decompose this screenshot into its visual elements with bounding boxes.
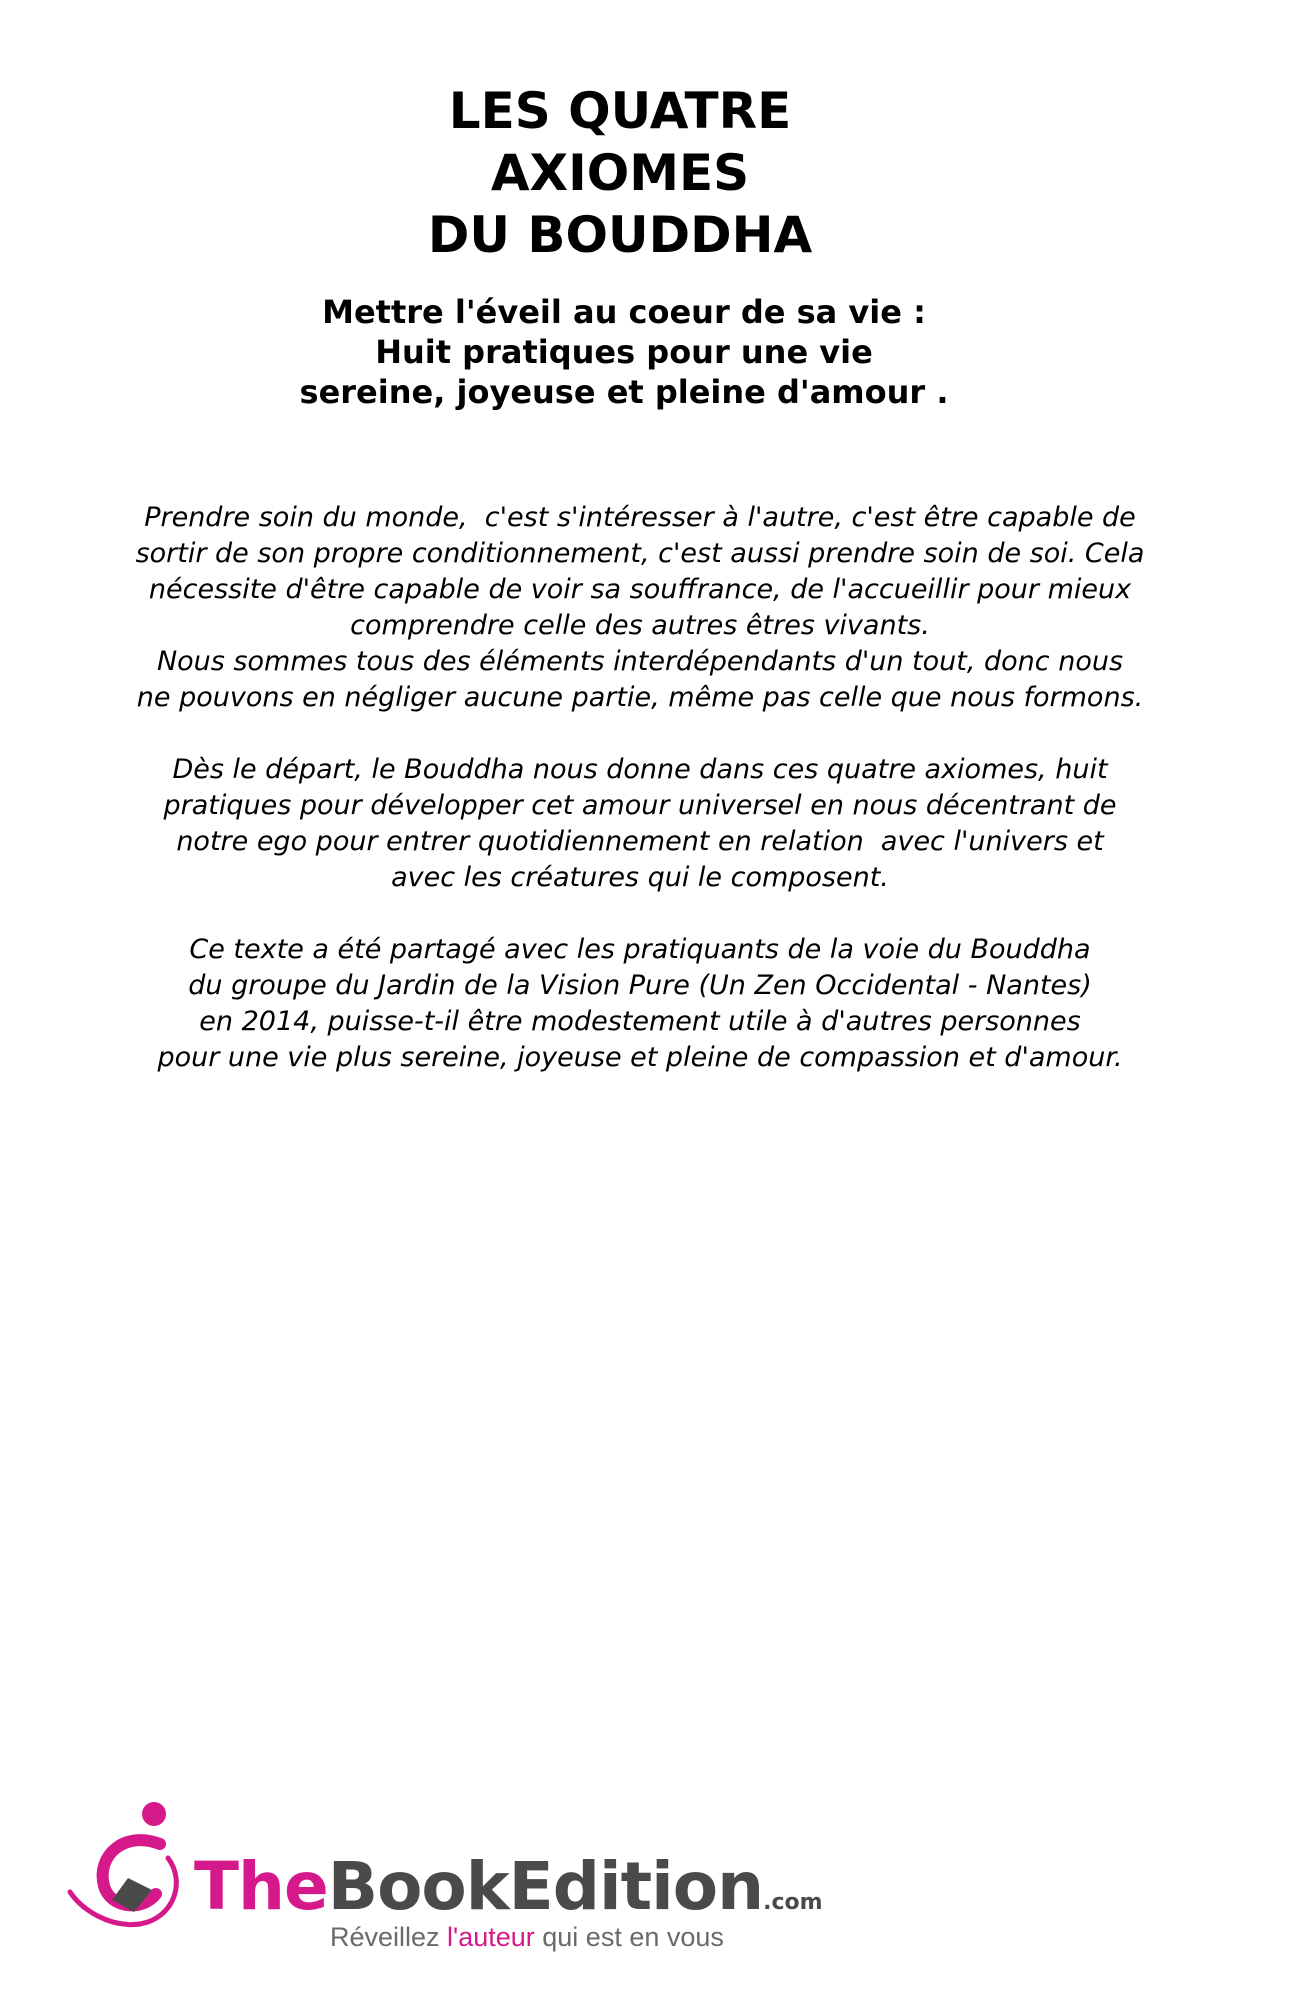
paragraph-1 [0, 500, 1280, 716]
logo-word-the: The [194, 1848, 328, 1925]
paragraph-3 [0, 932, 1280, 1076]
publisher-logo [64, 1800, 864, 1950]
paragraph-line: Dès le départ, le Bouddha nous donne dans ces quatre axiomes, huit [172, 754, 1108, 785]
title-line-1: LES QUATRE [448, 82, 792, 140]
paragraph-2 [0, 752, 1280, 896]
paragraph-line: nécessite d'être capable de voir sa souffrance, de l'accueillir pour mieux [148, 574, 1132, 605]
paragraph-line: Ce texte a été partagé avec les pratiquants de la voie du Bouddha [189, 934, 1091, 965]
logo-word-com: .com [763, 1890, 823, 1915]
logo-word-bookedition: BookEdition [327, 1848, 764, 1925]
paragraph-line: ne pouvons en négliger aucune partie, même pas celle que nous formons. [136, 682, 1144, 713]
paragraph-line: sortir de son propre conditionnement, c'est aussi prendre soin de soi. Cela [135, 538, 1145, 569]
paragraph-line: Nous sommes tous des éléments interdépendants d'un tout, donc nous [156, 646, 1124, 677]
paragraph-line: avec les créatures qui le composent. [391, 862, 889, 893]
paragraph-line: pratiques pour développer cet amour universel en nous décentrant de [163, 790, 1117, 821]
paragraph-line: notre ego pour entrer quotidiennement en relation avec l'univers et [176, 826, 1104, 857]
person-swirl-logo-icon [64, 1800, 194, 1930]
subtitle-line-2: Huit pratiques pour une vie [375, 333, 873, 371]
paragraph-line: Prendre soin du monde, c'est s'intéresser à l'autre, c'est être capable de [144, 502, 1136, 533]
logo-tagline [330, 1922, 724, 1952]
tagline-end: qui est en vous [534, 1922, 724, 1952]
tagline-start: Réveillez [330, 1922, 448, 1952]
page-title [0, 80, 1240, 266]
tagline-accent: l'auteur [447, 1922, 535, 1952]
subtitle-line-1: Mettre l'éveil au coeur de sa vie : [322, 293, 926, 331]
subtitle-line-3: sereine, joyeuse et pleine d'amour . [299, 373, 949, 411]
title-line-3: DU BOUDDHA [427, 206, 813, 264]
paragraph-line: du groupe du Jardin de la Vision Pure (Un Zen Occidental - Nantes) [188, 970, 1092, 1001]
paragraph-line: en 2014, puisse-t-il être modestement utile à d'autres personnes [199, 1006, 1081, 1037]
paragraph-line: comprendre celle des autres êtres vivants. [350, 610, 930, 641]
page-subtitle [0, 292, 1248, 412]
title-line-2: AXIOMES [490, 144, 750, 202]
body-text [0, 500, 1280, 1112]
paragraph-line: pour une vie plus sereine, joyeuse et pleine de compassion et d'amour. [157, 1042, 1123, 1073]
